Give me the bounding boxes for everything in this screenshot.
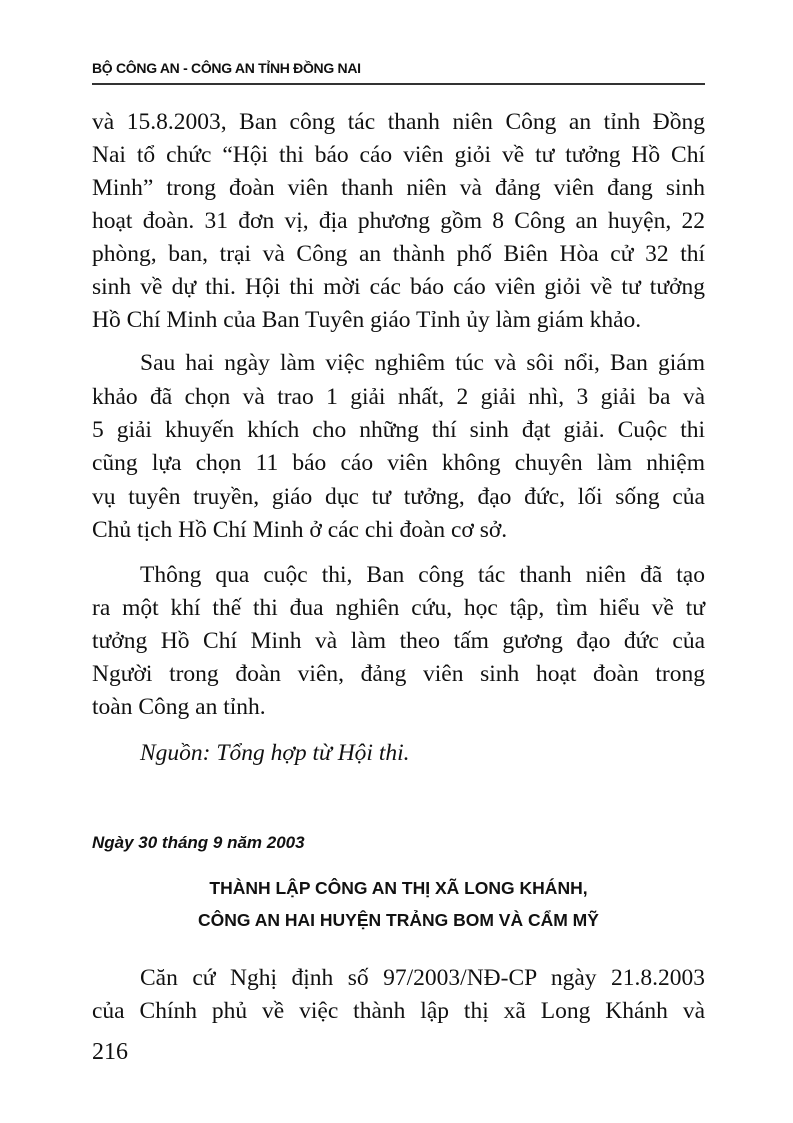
body-line: khảo đã chọn và trao 1 giải nhất, 2 giải nhì, 3 giải ba và xyxy=(92,384,705,410)
body-line: và 15.8.2003, Ban công tác thanh niên Công an tỉnh Đồng xyxy=(92,109,705,135)
section-title-line: CÔNG AN HAI HUYỆN TRẢNG BOM VÀ CẨM MỸ xyxy=(198,910,599,930)
body-line: Căn cứ Nghị định số 97/2003/NĐ-CP ngày 21.8.2003 xyxy=(140,965,705,991)
section-title-line: THÀNH LẬP CÔNG AN THỊ XÃ LONG KHÁNH, xyxy=(209,878,588,898)
body-line: Minh” trong đoàn viên thanh niên và đảng viên đang sinh xyxy=(92,175,705,201)
page-number: 216 xyxy=(92,1039,128,1065)
header-rule xyxy=(92,83,705,85)
body-line: Hồ Chí Minh của Ban Tuyên giáo Tỉnh ủy làm giám khảo. xyxy=(92,307,642,333)
body-line: của Chính phủ về việc thành lập thị xã Long Khánh và xyxy=(92,998,705,1024)
body-line: sinh về dự thi. Hội thi mời các báo cáo viên giỏi về tư tưởng xyxy=(92,274,705,300)
body-line: Chủ tịch Hồ Chí Minh ở các chi đoàn cơ sở. xyxy=(92,517,508,543)
body-line: cũng lựa chọn 11 báo cáo viên không chuyên làm nhiệm xyxy=(92,450,705,476)
body-line: hoạt đoàn. 31 đơn vị, địa phương gồm 8 Công an huyện, 22 xyxy=(92,208,705,234)
date-heading: Ngày 30 tháng 9 năm 2003 xyxy=(92,833,305,852)
body-line: Người trong đoàn viên, đảng viên sinh hoạt đoàn trong xyxy=(92,661,705,687)
body-line: vụ tuyên truyền, giáo dục tư tưởng, đạo đức, lối sống của xyxy=(92,484,705,510)
body-line: tưởng Hồ Chí Minh và làm theo tấm gương đạo đức của xyxy=(92,628,705,654)
source-note: Nguồn: Tổng hợp từ Hội thi. xyxy=(140,740,410,766)
body-line: 5 giải khuyến khích cho những thí sinh đạt giải. Cuộc thi xyxy=(92,417,705,443)
body-line: toàn Công an tỉnh. xyxy=(92,694,266,720)
body-line: ra một khí thế thi đua nghiên cứu, học tập, tìm hiểu về tư xyxy=(92,595,705,621)
body-line: Sau hai ngày làm việc nghiêm túc và sôi nổi, Ban giám xyxy=(140,350,705,376)
body-line: phòng, ban, trại và Công an thành phố Biên Hòa cử 32 thí xyxy=(92,241,705,267)
running-header: BỘ CÔNG AN - CÔNG AN TỈNH ĐỒNG NAI xyxy=(92,60,361,76)
body-line: Nai tổ chức “Hội thi báo cáo viên giỏi về tư tưởng Hồ Chí xyxy=(92,142,705,168)
body-line: Thông qua cuộc thi, Ban công tác thanh niên đã tạo xyxy=(140,562,705,588)
